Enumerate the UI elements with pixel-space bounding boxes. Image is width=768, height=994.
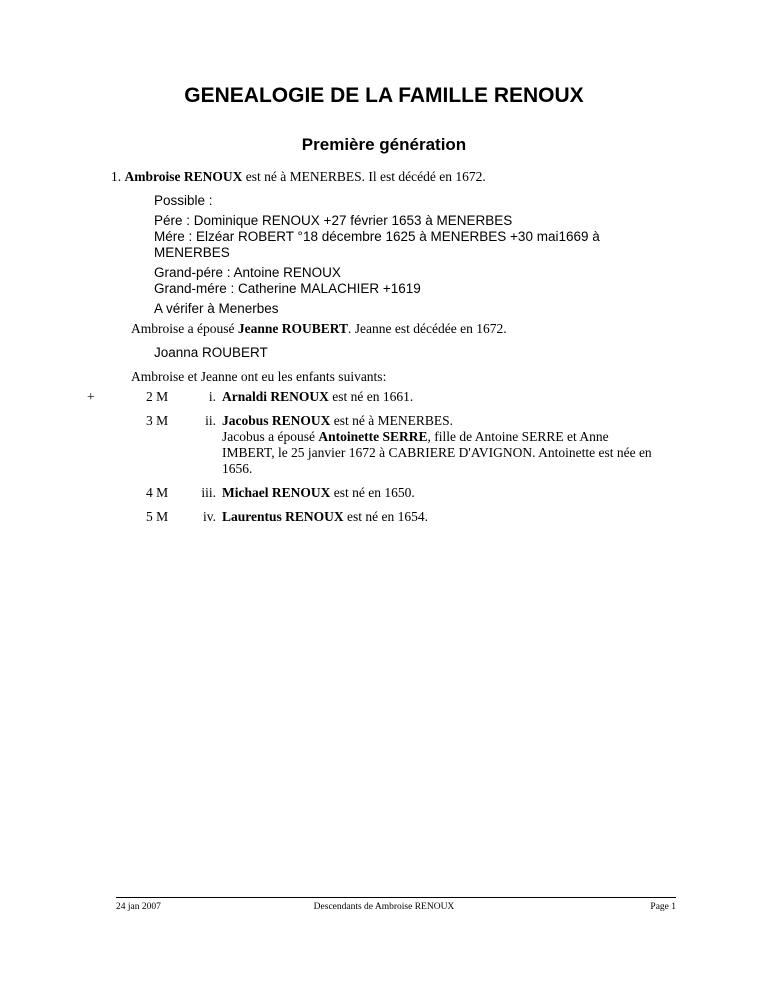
child-roman: ii. (205, 413, 216, 428)
child-id: 5 M (146, 509, 169, 524)
note-mere-line2: MENERBES (154, 245, 230, 260)
note-pere: Pére : Dominique RENOUX +27 février 1653 à MENERBES (154, 213, 513, 228)
footer-divider (116, 897, 676, 898)
child-name: Laurentus RENOUX (222, 509, 344, 524)
note-possible: Possible : (154, 193, 213, 208)
marriage-text: , fille de Antoine SERRE et Anne (427, 429, 609, 444)
child-id: 2 M (146, 389, 169, 404)
child-marriage-line1 (222, 429, 609, 445)
child-name: Jacobus RENOUX (222, 413, 331, 428)
child-marker: + (87, 389, 95, 404)
child-name: Arnaldi RENOUX (222, 389, 329, 404)
page-title: GENEALOGIE DE LA FAMILLE RENOUX (184, 84, 584, 107)
child-id: 3 M (146, 413, 169, 428)
note-grand-pere: Grand-pére : Antoine RENOUX (154, 265, 341, 280)
child-entry (222, 413, 453, 429)
footer-page-number: Page 1 (650, 902, 676, 912)
child-text: est né en 1654. (343, 509, 429, 524)
spouse-note: Joanna ROUBERT (154, 345, 268, 360)
child-text: est né en 1661. (328, 389, 414, 404)
child-text: est né à MENERBES. (330, 413, 454, 428)
child-id: 4 M (146, 485, 169, 500)
person-number: 1. (111, 169, 122, 184)
marriage-prefix: Jacobus a épousé (222, 429, 319, 444)
marriage-spouse-name: Antoinette SERRE (318, 429, 428, 444)
note-mere-line1: Mére : Elzéar ROBERT °18 décembre 1625 à MENERBES +30 mai1669 à (154, 229, 600, 244)
child-entry (222, 485, 415, 501)
child-name: Michael RENOUX (222, 485, 331, 500)
child-text: est né en 1650. (330, 485, 415, 500)
footer-title: Descendants de Ambroise RENOUX (313, 902, 455, 912)
child-roman: iv. (203, 509, 216, 524)
note-verifier: A vérifer à Menerbes (154, 301, 279, 316)
child-marriage-line3: 1656. (222, 461, 253, 476)
person-name: Ambroise RENOUX (124, 169, 243, 184)
generation-heading: Première génération (301, 135, 467, 154)
person-entry (111, 169, 486, 185)
child-entry (222, 389, 413, 405)
child-entry (222, 509, 428, 525)
person-summary: est né à MENERBES. Il est décédé en 1672. (242, 169, 486, 184)
footer-date: 24 jan 2007 (116, 902, 161, 912)
child-roman: iii. (201, 485, 216, 500)
spouse-name: Jeanne ROUBERT (237, 321, 349, 336)
spouse-suffix: . Jeanne est décédée en 1672. (348, 321, 507, 336)
spouse-prefix: Ambroise a épousé (131, 321, 238, 336)
note-grand-mere: Grand-mére : Catherine MALACHIER +1619 (154, 281, 421, 296)
children-intro: Ambroise et Jeanne ont eu les enfants suivants: (131, 369, 387, 384)
spouse-line (131, 321, 507, 337)
child-roman: i. (208, 389, 216, 404)
child-marriage-line2: IMBERT, le 25 janvier 1672 à CABRIERE D'AVIGNON. Antoinette est née en (222, 445, 652, 460)
